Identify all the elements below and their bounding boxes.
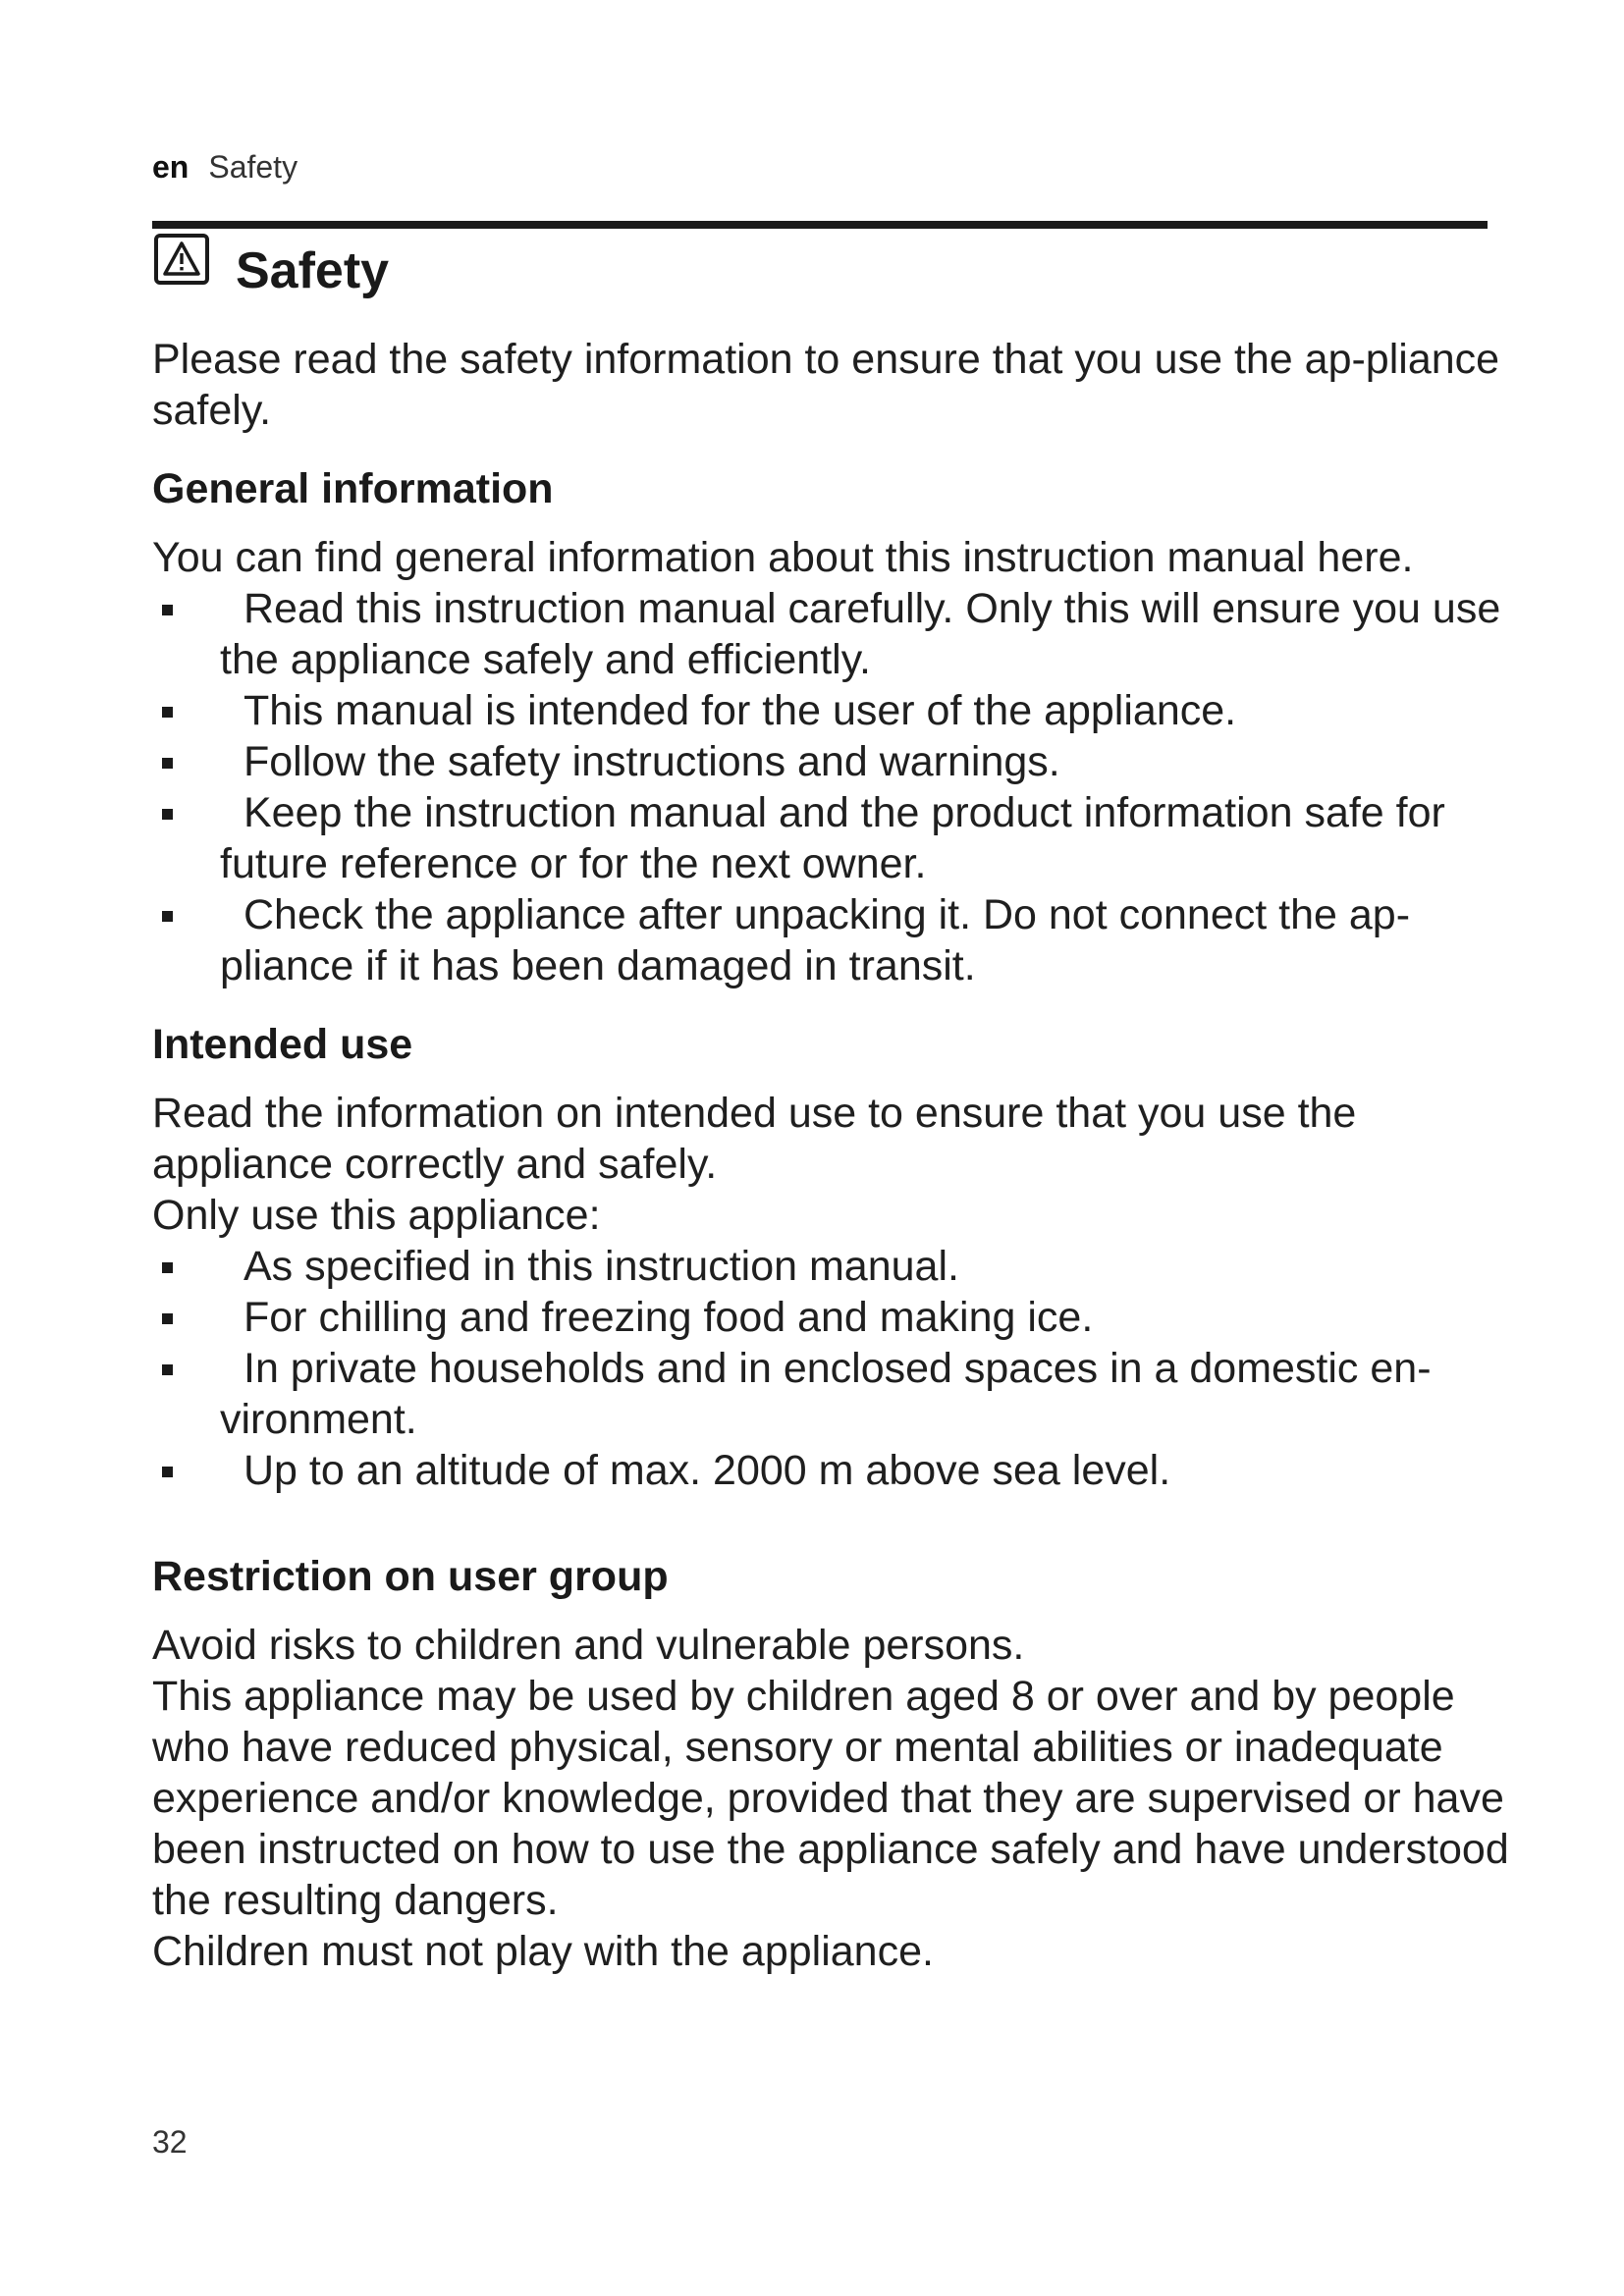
intro-text: Please read the safety information to ensure that you use the ap-pliance safely. bbox=[152, 336, 1500, 434]
list-item: Keep the instruction manual and the product information safe for future reference or for the next owner. bbox=[152, 787, 1512, 889]
restriction-text-2: This appliance may be used by children aged 8 or over and by people who have reduced physical, sensory or mental abilities or inadequate experience and/or knowledge, provided that they are supervised or have been instructed on how to use the appliance safely and have understood the resulting dangers. bbox=[152, 1673, 1509, 1924]
intended-use-lead: Only use this appliance: bbox=[152, 1192, 601, 1239]
list-item: For chilling and freezing food and making ice. bbox=[152, 1292, 1512, 1343]
running-header-section: Safety bbox=[208, 149, 298, 185]
list-item: Read this instruction manual carefully. Only this will ensure you use the appliance safely and efficiently. bbox=[152, 583, 1512, 685]
running-header bbox=[152, 147, 298, 187]
restriction-text-1: Avoid risks to children and vulnerable persons. bbox=[152, 1622, 1025, 1669]
page-number: 32 bbox=[152, 2124, 188, 2160]
intended-use-text: Read the information on intended use to ensure that you use the appliance correctly and safely. bbox=[152, 1090, 1357, 1188]
page-title: Safety bbox=[236, 242, 390, 299]
list-item: Check the appliance after unpacking it. Do not connect the ap-pliance if it has been damaged in transit. bbox=[152, 889, 1512, 991]
restriction-heading: Restriction on user group bbox=[152, 1553, 669, 1600]
language-code: en bbox=[152, 149, 189, 185]
list-item: In private households and in enclosed spaces in a domestic en-vironment. bbox=[152, 1343, 1512, 1445]
restriction-text-3: Children must not play with the appliance. bbox=[152, 1928, 934, 1975]
general-information-list bbox=[152, 583, 1512, 991]
main-content bbox=[152, 334, 1512, 1977]
intended-use-heading: Intended use bbox=[152, 1021, 413, 1068]
general-information-heading: General information bbox=[152, 465, 554, 512]
warning-triangle-icon bbox=[154, 234, 209, 285]
list-item: Up to an altitude of max. 2000 m above sea level. bbox=[152, 1445, 1512, 1496]
list-item: This manual is intended for the user of the appliance. bbox=[152, 685, 1512, 736]
intended-use-list bbox=[152, 1241, 1512, 1496]
general-information-text: You can find general information about this instruction manual here. bbox=[152, 534, 1414, 581]
list-item: Follow the safety instructions and warnings. bbox=[152, 736, 1512, 787]
list-item: As specified in this instruction manual. bbox=[152, 1241, 1512, 1292]
title-rule bbox=[152, 221, 1488, 229]
